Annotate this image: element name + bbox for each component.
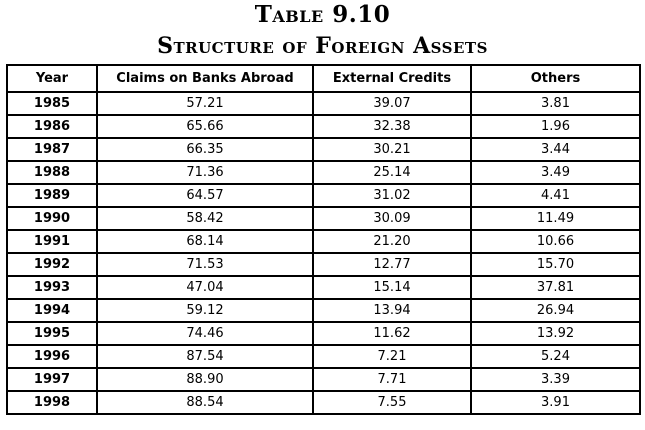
table-row [7,207,640,230]
cell-external-credits: 11.62 [313,322,471,345]
cell-others: 5.24 [471,345,640,368]
table-row [7,115,640,138]
cell-year: 1991 [7,230,97,253]
cell-others: 10.66 [471,230,640,253]
table-row [7,253,640,276]
foreign-assets-table [6,64,641,415]
table-row [7,230,640,253]
cell-claims-on-banks-abroad: 58.42 [97,207,313,230]
cell-claims-on-banks-abroad: 47.04 [97,276,313,299]
cell-year: 1990 [7,207,97,230]
cell-year: 1995 [7,322,97,345]
header-year: Year [7,65,97,92]
header-external-credits: External Credits [313,65,471,92]
cell-claims-on-banks-abroad: 65.66 [97,115,313,138]
table-title: Structure of Foreign Assets [157,33,488,59]
cell-others: 26.94 [471,299,640,322]
table-row [7,299,640,322]
cell-others: 3.91 [471,391,640,414]
cell-year: 1989 [7,184,97,207]
table-row [7,161,640,184]
cell-external-credits: 7.71 [313,368,471,391]
cell-others: 3.81 [471,92,640,115]
cell-year: 1994 [7,299,97,322]
cell-claims-on-banks-abroad: 66.35 [97,138,313,161]
table-row [7,184,640,207]
table-body [7,92,640,414]
cell-claims-on-banks-abroad: 64.57 [97,184,313,207]
cell-others: 15.70 [471,253,640,276]
cell-year: 1985 [7,92,97,115]
cell-year: 1996 [7,345,97,368]
cell-others: 3.49 [471,161,640,184]
cell-external-credits: 7.55 [313,391,471,414]
cell-claims-on-banks-abroad: 71.36 [97,161,313,184]
cell-external-credits: 25.14 [313,161,471,184]
cell-year: 1987 [7,138,97,161]
cell-claims-on-banks-abroad: 68.14 [97,230,313,253]
cell-claims-on-banks-abroad: 88.54 [97,391,313,414]
cell-external-credits: 30.09 [313,207,471,230]
cell-claims-on-banks-abroad: 87.54 [97,345,313,368]
cell-year: 1992 [7,253,97,276]
cell-external-credits: 21.20 [313,230,471,253]
table-row [7,92,640,115]
cell-external-credits: 12.77 [313,253,471,276]
cell-claims-on-banks-abroad: 88.90 [97,368,313,391]
cell-claims-on-banks-abroad: 59.12 [97,299,313,322]
cell-claims-on-banks-abroad: 57.21 [97,92,313,115]
cell-others: 3.44 [471,138,640,161]
cell-external-credits: 7.21 [313,345,471,368]
table-row [7,276,640,299]
cell-external-credits: 32.38 [313,115,471,138]
table-row [7,391,640,414]
cell-year: 1997 [7,368,97,391]
cell-others: 3.39 [471,368,640,391]
cell-others: 11.49 [471,207,640,230]
header-others: Others [471,65,640,92]
cell-claims-on-banks-abroad: 74.46 [97,322,313,345]
cell-year: 1986 [7,115,97,138]
cell-external-credits: 15.14 [313,276,471,299]
cell-year: 1993 [7,276,97,299]
cell-others: 4.41 [471,184,640,207]
cell-external-credits: 13.94 [313,299,471,322]
table-row [7,322,640,345]
table-row [7,368,640,391]
cell-external-credits: 30.21 [313,138,471,161]
cell-others: 1.96 [471,115,640,138]
cell-year: 1998 [7,391,97,414]
table-number-title: Table 9.10 [254,1,391,28]
cell-year: 1988 [7,161,97,184]
header-row [7,65,640,92]
cell-external-credits: 39.07 [313,92,471,115]
cell-others: 13.92 [471,322,640,345]
table-row [7,138,640,161]
header-claims-on-banks-abroad: Claims on Banks Abroad [97,65,313,92]
cell-external-credits: 31.02 [313,184,471,207]
cell-claims-on-banks-abroad: 71.53 [97,253,313,276]
table-row [7,345,640,368]
cell-others: 37.81 [471,276,640,299]
